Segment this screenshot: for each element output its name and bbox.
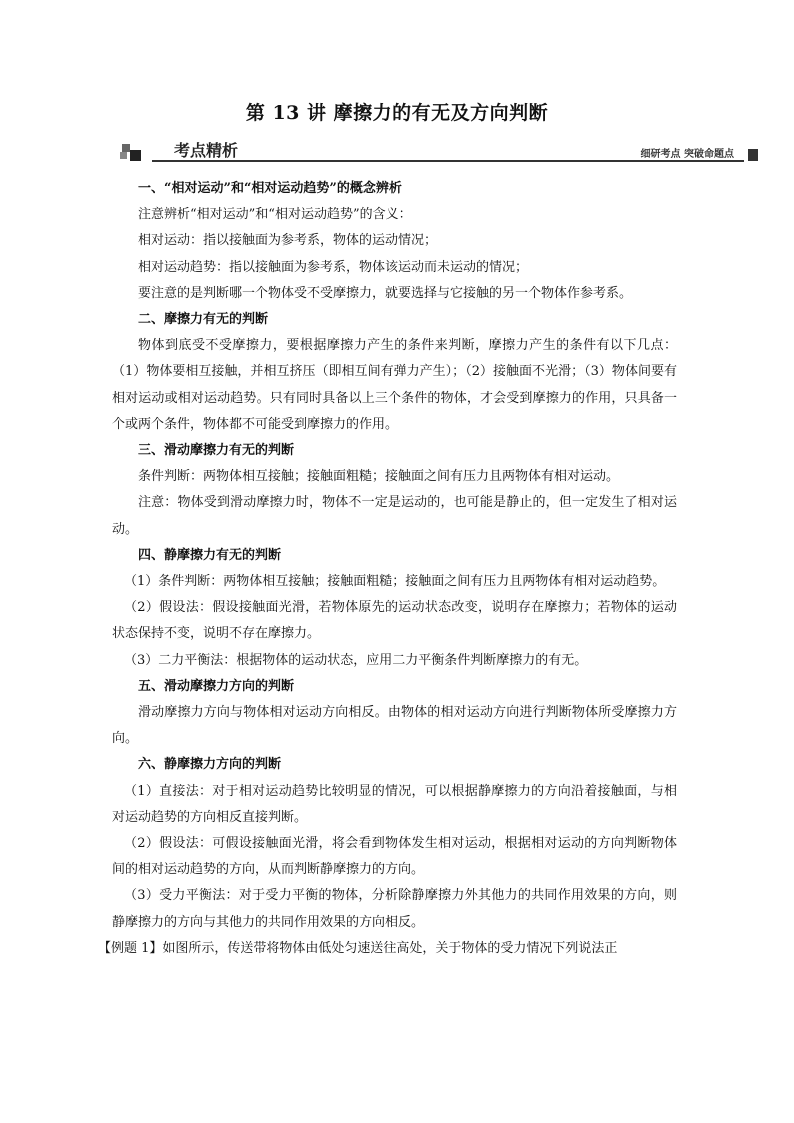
banner-decor-square-icon	[130, 150, 141, 161]
paragraph: 注意辨析“相对运动”和“相对运动趋势”的含义：	[138, 207, 412, 223]
paragraph: （1）条件判断：两物体相互接触；接触面粗糙；接触面之间有压力且两物体有相对运动趋势。	[124, 574, 666, 590]
page-title: 第 13 讲 摩擦力的有无及方向判断	[245, 102, 549, 124]
paragraph: （3）二力平衡法：根据物体的运动状态，应用二力平衡条件判断摩擦力的有无。	[124, 652, 588, 668]
section-heading: 二、摩擦力有无的判断	[138, 312, 269, 328]
paragraph: （1）直接法：对于相对运动趋势比较明显的情况，可以根据静摩擦力的方向沿着接触面，与相对运动趋势的方向相反直接判断。	[112, 783, 677, 825]
banner-rule	[152, 160, 744, 162]
content-body	[98, 176, 677, 962]
section-heading: 五、滑动摩擦力方向的判断	[138, 678, 295, 694]
banner-decor-square-icon	[120, 152, 127, 159]
paragraph: 相对运动趋势：指以接触面为参考系，物体该运动而未运动的情况；	[138, 259, 529, 275]
paragraph: 要注意的是判断哪一个物体受不受摩擦力，就要选择与它接触的另一个物体作参考系。	[138, 285, 633, 301]
section-heading: 一、“相对运动”和“相对运动趋势”的概念辨析	[138, 181, 402, 196]
paragraph: 相对运动：指以接触面为参考系，物体的运动情况；	[138, 233, 438, 249]
banner-tag: 细研考点 突破命题点	[640, 149, 734, 160]
section-heading: 四、静摩擦力有无的判断	[138, 547, 282, 563]
banner-label: 考点精析	[174, 141, 239, 160]
banner-decor-square-icon	[122, 144, 130, 152]
paragraph: 注意：物体受到滑动摩擦力时，物体不一定是运动的，也可能是静止的，但一定发生了相对运动。	[112, 495, 677, 537]
paragraph: （3）受力平衡法：对于受力平衡的物体，分析除静摩擦力外其他力的共同作用效果的方向，则静摩擦力的方向与其他力的共同作用效果的方向相反。	[112, 888, 677, 930]
paragraph: （2）假设法：可假设接触面光滑，将会看到物体发生相对运动，根据相对运动的方向判断物体间的相对运动趋势的方向，从而判断静摩擦力的方向。	[112, 836, 677, 878]
paragraph: 物体到底受不受摩擦力，要根据摩擦力产生的条件来判断，摩擦力产生的条件有以下几点：（1）物体要相互接触，并相互挤压（即相互间有弹力产生）；（2）接触面不光滑；（3）物体间要有相对运动或相对运动趋势。只有同时具备以上三个条件的物体，才会受到摩擦力的作用，只具备一个或两个条件，物体都不可能受到摩擦力的作用。	[112, 338, 677, 432]
section-banner	[118, 138, 762, 164]
section-heading: 三、滑动摩擦力有无的判断	[138, 443, 295, 459]
section-heading: 六、静摩擦力方向的判断	[138, 757, 282, 773]
paragraph: 滑动摩擦力方向与物体相对运动方向相反。由物体的相对运动方向进行判断物体所受摩擦力方向。	[112, 705, 677, 747]
paragraph: （2）假设法：假设接触面光滑，若物体原先的运动状态改变，说明存在摩擦力；若物体的运动状态保持不变，说明不存在摩擦力。	[112, 600, 677, 642]
example-question: 【例题 1】如图所示，传送带将物体由低处匀速送往高处，关于物体的受力情况下列说法正	[98, 940, 618, 956]
paragraph: 条件判断：两物体相互接触；接触面粗糙；接触面之间有压力且两物体有相对运动。	[138, 469, 620, 485]
banner-end-square-icon	[748, 149, 758, 161]
